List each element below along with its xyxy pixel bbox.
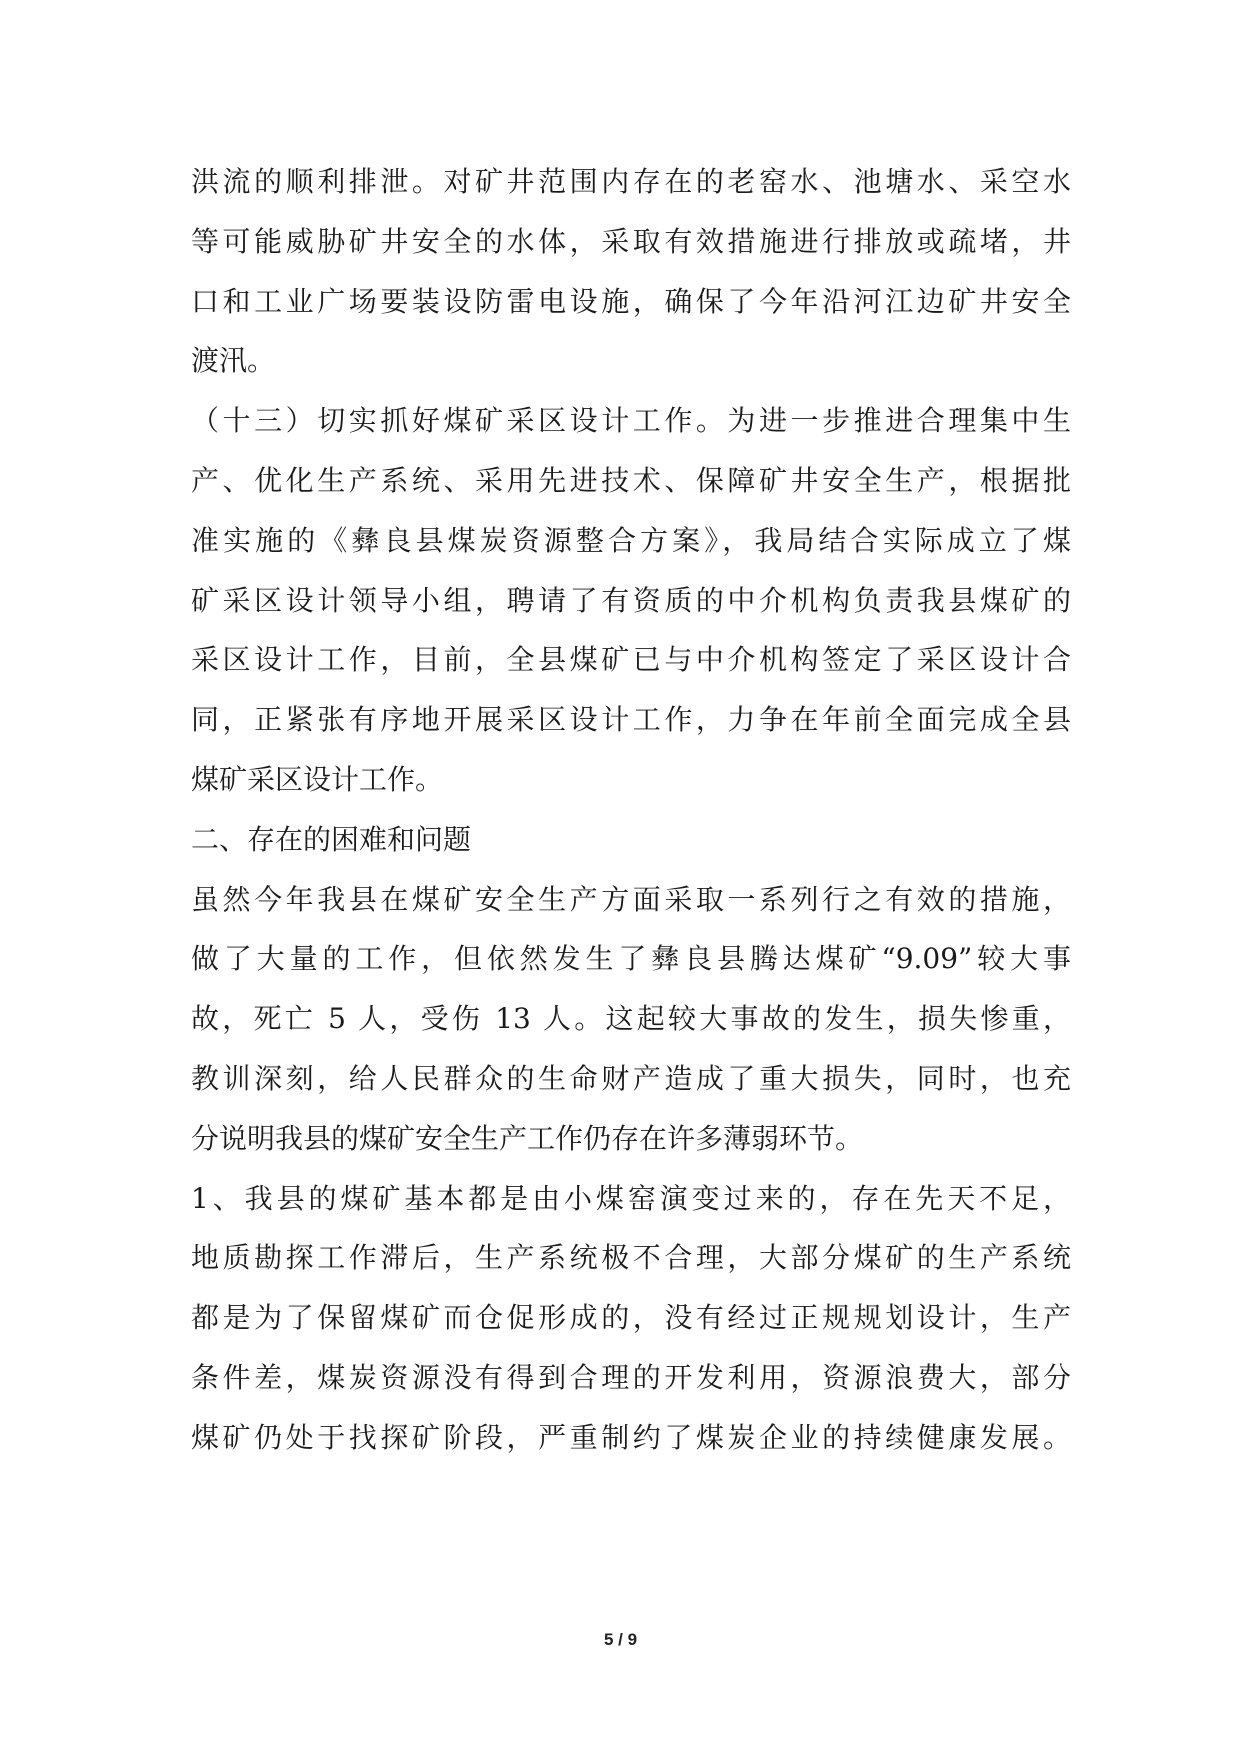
text-line: 分说明我县的煤矿安全生产工作仍存在许多薄弱环节。 <box>191 1121 864 1155</box>
text-line: 同，正紧张有序地开展采区设计工作，力争在年前全面完成全县 <box>191 703 1071 737</box>
text-line: 都是为了保留煤矿而仓促形成的，没有经过正规规划设计，生产 <box>191 1301 1071 1335</box>
text-line: 条件差，煤炭资源没有得到合理的开发利用，资源浪费大，部分 <box>191 1360 1071 1394</box>
text-line: 二、存在的困难和问题 <box>191 822 472 856</box>
text-line: 准实施的《彝良县煤炭资源整合方案》，我局结合实际成立了煤 <box>191 523 1071 557</box>
text-line: 煤矿仍处于找探矿阶段，严重制约了煤炭企业的持续健康发展。 <box>191 1420 1071 1454</box>
text-line: （十三）切实抓好煤矿采区设计工作。为进一步推进合理集中生 <box>191 404 1071 438</box>
text-line: 矿采区设计领导小组，聘请了有资质的中介机构负责我县煤矿的 <box>191 583 1071 617</box>
text-line: 等可能威胁矿井安全的水体，采取有效措施进行排放或疏堵，井 <box>191 224 1071 258</box>
text-line: 口和工业广场要装设防雷电设施，确保了今年沿河江边矿井安全 <box>191 284 1071 318</box>
text-line: 做了大量的工作，但依然发生了彝良县腾达煤矿“9.09”较大事 <box>191 942 1071 976</box>
text-line: 虽然今年我县在煤矿安全生产方面采取一系列行之有效的措施， <box>191 882 1071 916</box>
page-number: 5 / 9 <box>603 1630 638 1649</box>
text-line: 1、我县的煤矿基本都是由小煤窑演变过来的，存在先天不足， <box>191 1181 1071 1215</box>
text-line: 故，死亡 5 人，受伤 13 人。这起较大事故的发生，损失惨重， <box>191 1002 1071 1036</box>
text-line: 渡汛。 <box>191 344 276 378</box>
text-line: 洪流的顺利排泄。对矿井范围内存在的老窑水、池塘水、采空水 <box>191 165 1071 198</box>
body-text <box>191 152 1071 1468</box>
text-line: 产、优化生产系统、采用先进技术、保障矿井安全生产，根据批 <box>191 463 1071 497</box>
text-line: 教训深刻，给人民群众的生命财产造成了重大损失，同时，也充 <box>191 1061 1071 1095</box>
text-line: 采区设计工作，目前，全县煤矿已与中介机构签定了采区设计合 <box>191 643 1071 677</box>
text-line: 煤矿采区设计工作。 <box>191 762 444 796</box>
text-line: 地质勘探工作滞后，生产系统极不合理，大部分煤矿的生产系统 <box>191 1241 1071 1275</box>
